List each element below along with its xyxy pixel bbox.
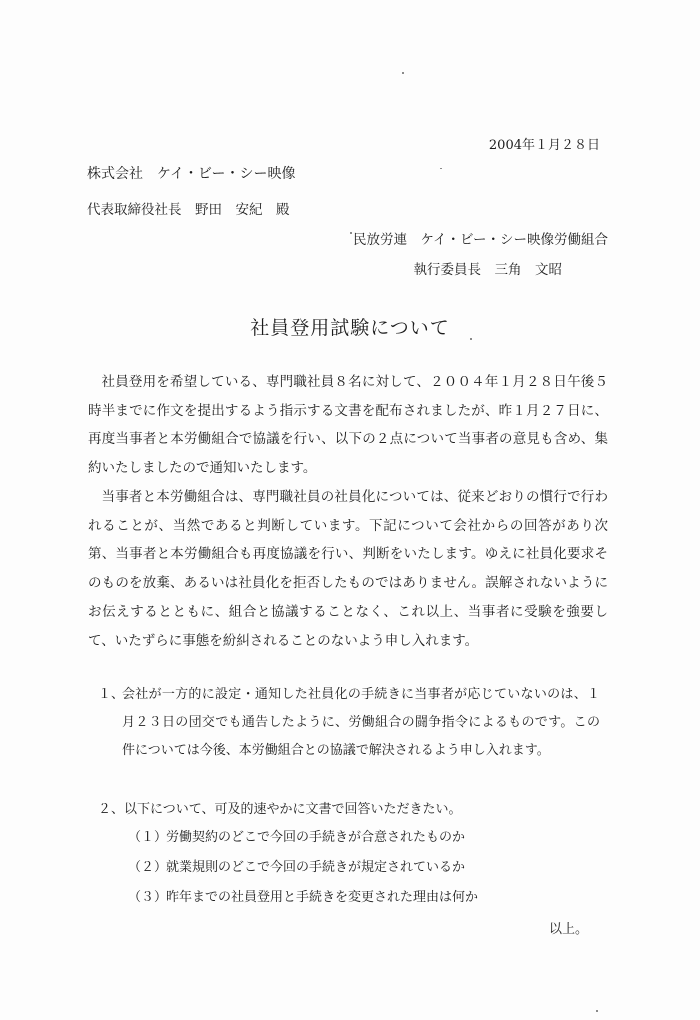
closing-remark: 以上。 (548, 922, 588, 937)
sub-item-number: （２） (128, 860, 168, 875)
sub-item-number: （１） (128, 830, 168, 845)
scan-speck (402, 72, 404, 74)
scan-speck (596, 1010, 598, 1012)
request-item-2: ２、以下について、可及的速やかに文書で回答いただきたい。 (98, 802, 462, 817)
letter-title: 社員登用試験について (250, 317, 450, 339)
scan-speck (470, 338, 472, 340)
request-item-1 (98, 681, 600, 765)
sub-item (128, 826, 465, 845)
recipient-company: 株式会社 ケイ・ビー・シー映像 (87, 166, 296, 182)
body-paragraph-1: 社員登用を希望している、専門職社員８名に対して、２００４年１月２８日午後５時半までに作文を提出するよう指示する文書を配布されましたが、昨１月２７日に、再度当事者と本労働組合で協議を行い、以下の２点について当事者の意見も含め、集約いたしましたので通知いたします。 (88, 374, 608, 477)
scan-speck (440, 168, 442, 169)
sender-person: 執行委員長 三角 文昭 (413, 262, 562, 278)
sub-item (128, 886, 478, 905)
sub-item-text: 就業規則のどこで今回の手続きが規定されているか (166, 860, 466, 875)
sub-item-number: （３） (128, 890, 168, 905)
sub-item-text: 昨年までの社員登用と手続きを変更された理由は何か (166, 890, 479, 905)
scan-speck (350, 232, 352, 234)
sub-item-text: 労働契約のどこで今回の手続きが合意されたものか (166, 830, 466, 845)
sender-organization: 民放労連 ケイ・ビー・シー映像労働組合 (352, 232, 608, 248)
sub-item (128, 856, 465, 875)
request-item-1-number: １、 (98, 687, 125, 702)
body-paragraph-2: 当事者と本労働組合は、専門職社員の社員化については、従来どおりの慣行で行われることが、当然であると判断しています。下記について会社からの回答があり次第、当事者と本労働組合も再度協議を行い、判断をいたします。ゆえに社員化要求そのものを放棄、あるいは社員化を拒否したものではありません。誤解されないようにお伝えするとともに、組合と協議することなく、これ以上、当事者に受験を強要して、いたずらに事態を紛糾されることのないよう申し入れます。 (88, 489, 608, 649)
letter-date: 2004年１月２８日 (488, 138, 600, 153)
recipient-person: 代表取締役社長 野田 安紀 殿 (87, 202, 290, 218)
request-item-1-text: 会社が一方的に設定・通知した社員化の手続きに当事者が応じていないのは、１月２３日の団交でも通告したように、労働組合の闘争指令によるものです。この件については今後、本労働組合との協議で解決されるよう申し入れます。 (122, 687, 600, 758)
